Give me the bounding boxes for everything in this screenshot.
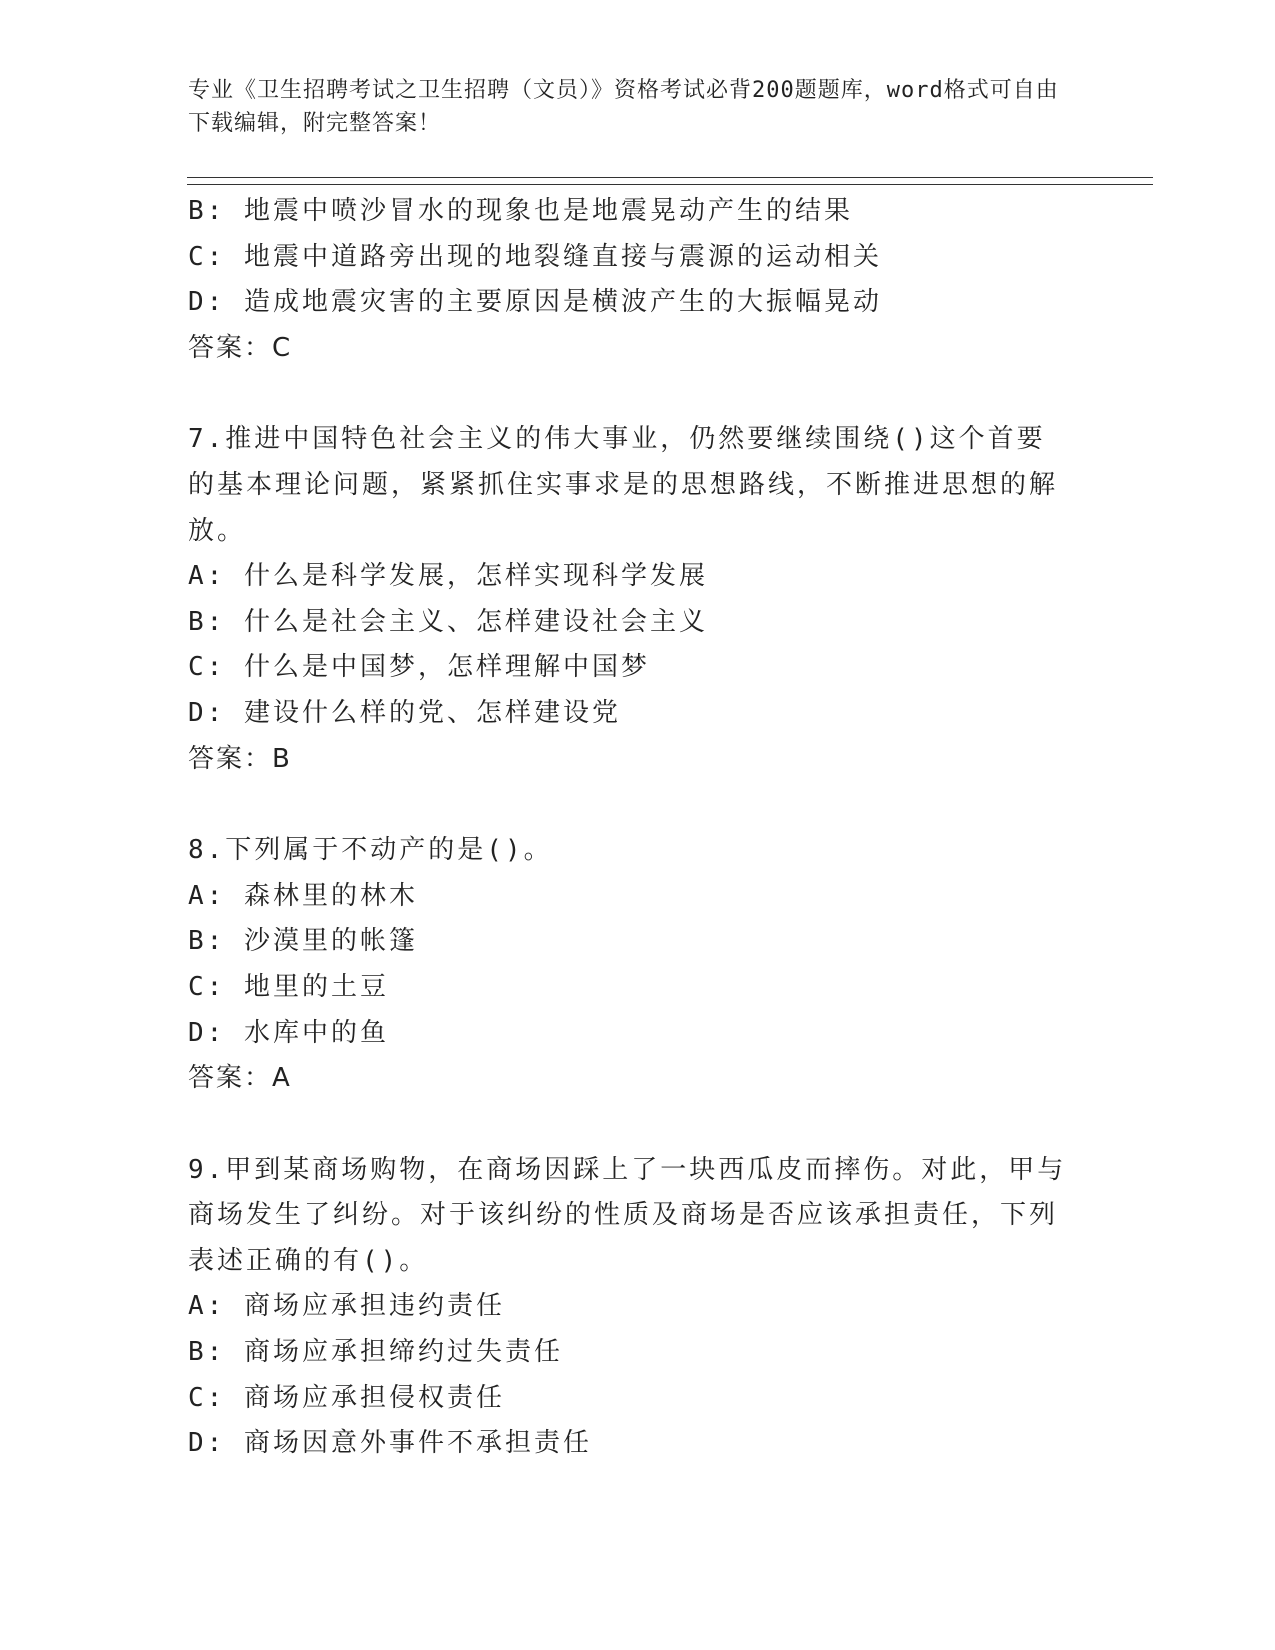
option-d: D: 建设什么样的党、怎样建设党 bbox=[188, 697, 621, 728]
question-stem: 9.甲到某商场购物，在商场因踩上了一块西瓜皮而摔伤。对此，甲与商场发生了纠纷。对于该纠纷的性质及商场是否应该承担责任，下列表述正确的有()。 bbox=[188, 1154, 1067, 1276]
answer-line: 答案：A bbox=[188, 1063, 292, 1094]
option-c: C: 地里的土豆 bbox=[188, 971, 389, 1002]
document-header: 专业《卫生招聘考试之卫生招聘（文员）》资格考试必背200题题库，word格式可自由下载编辑，附完整答案！ bbox=[188, 78, 1059, 136]
spacer bbox=[188, 1102, 1068, 1148]
spacer bbox=[188, 371, 1068, 417]
question-stem: 8.下列属于不动产的是()。 bbox=[188, 835, 553, 866]
question-8 bbox=[188, 828, 1068, 1102]
option-b: B: 商场应承担缔约过失责任 bbox=[188, 1337, 563, 1368]
option-c: C: 地震中道路旁出现的地裂缝直接与震源的运动相关 bbox=[188, 241, 882, 272]
option-d: D: 商场因意外事件不承担责任 bbox=[188, 1428, 592, 1459]
option-a: A: 森林里的林木 bbox=[188, 880, 418, 911]
option-a: A: 什么是科学发展，怎样实现科学发展 bbox=[188, 561, 708, 592]
option-a: A: 商场应承担违约责任 bbox=[188, 1291, 505, 1322]
option-b: B: 地震中喷沙冒水的现象也是地震晃动产生的结果 bbox=[188, 196, 853, 226]
option-b: B: 沙漠里的帐篷 bbox=[188, 926, 418, 957]
option-c: C: 什么是中国梦，怎样理解中国梦 bbox=[188, 652, 650, 683]
option-b: B: 什么是社会主义、怎样建设社会主义 bbox=[188, 606, 708, 637]
question-stem: 7.推进中国特色社会主义的伟大事业，仍然要继续围绕()这个首要的基本理论问题，紧紧抓住实事求是的思想路线，不断推进思想的解放。 bbox=[188, 424, 1059, 546]
option-d: D: 造成地震灾害的主要原因是横波产生的大振幅晃动 bbox=[188, 287, 882, 318]
option-d: D: 水库中的鱼 bbox=[188, 1017, 389, 1048]
question-list bbox=[188, 189, 1068, 1467]
question-7 bbox=[188, 417, 1068, 782]
header-divider bbox=[187, 177, 1153, 185]
answer-line: 答案：C bbox=[188, 332, 293, 363]
question-9 bbox=[188, 1148, 1068, 1467]
spacer bbox=[188, 782, 1068, 828]
option-c: C: 商场应承担侵权责任 bbox=[188, 1382, 505, 1413]
question-6 bbox=[188, 189, 1068, 371]
answer-line: 答案：B bbox=[188, 743, 292, 774]
